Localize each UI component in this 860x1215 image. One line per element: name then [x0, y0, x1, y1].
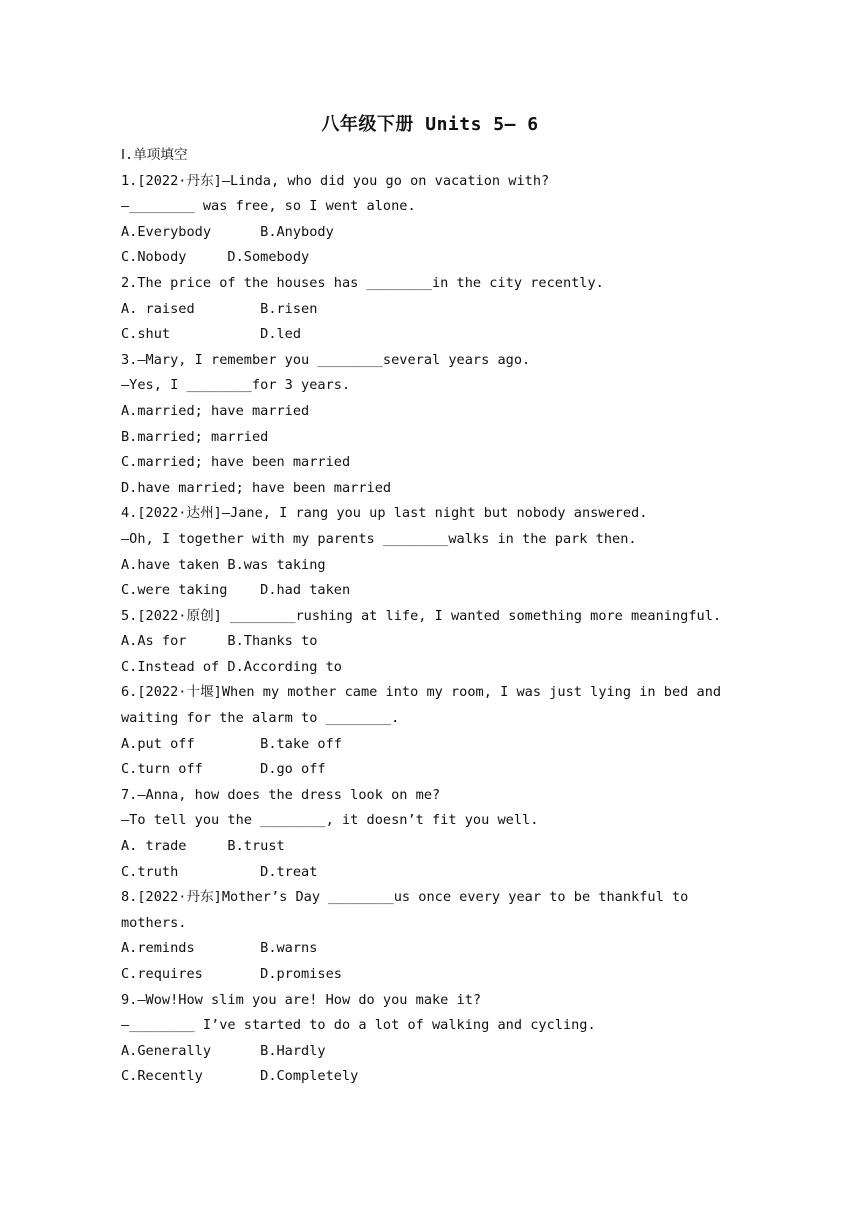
question-4-stem: 4.[2022·达州]—Jane, I rang you up last night but nobody answered.	[121, 505, 648, 522]
question-3-option-b: B.married; married	[121, 428, 269, 445]
question-3-stem: 3.—Mary, I remember you ________several years ago.	[121, 351, 531, 368]
section-heading: Ⅰ.单项填空	[121, 147, 188, 163]
question-5-stem: 5.[2022·原创] ________rushing at life, I wanted something more meaningful.	[121, 607, 722, 624]
exercise-body	[121, 143, 761, 1090]
question-1-stem: 1.[2022·丹东]—Linda, who did you go on vacation with?	[121, 172, 550, 189]
question-3-reply: —Yes, I ________for 3 years.	[121, 377, 351, 394]
question-9-options-cd: C.Recently D.Completely	[121, 1068, 359, 1085]
question-2-options-ab: A. raised B.risen	[121, 300, 318, 317]
question-6-stem-continued: waiting for the alarm to ________.	[121, 710, 400, 727]
page-title: 八年级下册 Units 5— 6	[321, 114, 539, 135]
question-5-options-ab: A.As for B.Thanks to	[121, 633, 318, 650]
question-7-reply: —To tell you the ________, it doesn’t fit you well.	[121, 812, 539, 829]
question-9-stem: 9.—Wow!How slim you are! How do you make it?	[121, 991, 482, 1008]
question-2-options-cd: C.shut D.led	[121, 326, 302, 343]
question-7-options-cd: C.truth D.treat	[121, 863, 318, 880]
question-4-options-ab: A.have taken B.was taking	[121, 556, 326, 573]
question-8-stem-continued: mothers.	[121, 914, 187, 931]
question-1-options-ab: A.Everybody B.Anybody	[121, 223, 334, 240]
question-7-options-ab: A. trade B.trust	[121, 838, 285, 855]
question-8-options-ab: A.reminds B.warns	[121, 940, 318, 957]
question-9-reply: —________ I’ve started to do a lot of walking and cycling.	[121, 1017, 596, 1034]
question-6-options-ab: A.put off B.take off	[121, 735, 342, 752]
question-1-reply: —________ was free, so I went alone.	[121, 198, 416, 215]
question-4-options-cd: C.were taking D.had taken	[121, 582, 351, 599]
question-8-options-cd: C.requires D.promises	[121, 966, 342, 982]
question-1-options-cd: C.Nobody D.Somebody	[121, 249, 310, 266]
question-3-option-a: A.married; have married	[121, 402, 310, 419]
question-3-option-d: D.have married; have been married	[121, 479, 392, 496]
question-3-option-c: C.married; have been married	[121, 454, 351, 471]
question-8-stem: 8.[2022·丹东]Mother’s Day ________us once every year to be thankful to	[121, 889, 689, 906]
question-7-stem: 7.—Anna, how does the dress look on me?	[121, 786, 441, 803]
question-9-options-ab: A.Generally B.Hardly	[121, 1042, 326, 1059]
question-6-stem: 6.[2022·十堰]When my mother came into my room, I was just lying in bed and	[121, 684, 722, 701]
question-6-options-cd: C.turn off D.go off	[121, 761, 326, 778]
question-4-reply: —Oh, I together with my parents ________walks in the park then.	[121, 530, 637, 547]
question-5-options-cd: C.Instead of D.According to	[121, 658, 342, 675]
question-2-stem: 2.The price of the houses has ________in the city recently.	[121, 274, 604, 291]
